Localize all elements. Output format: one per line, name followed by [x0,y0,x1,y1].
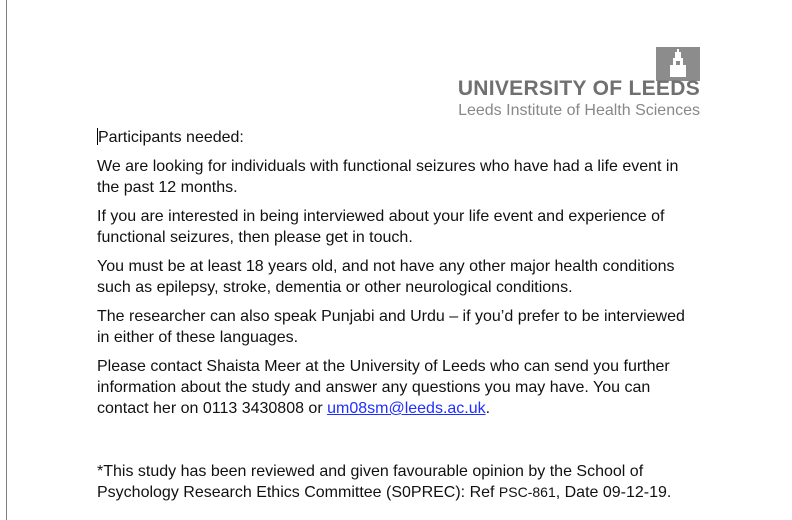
university-logo [440,47,700,123]
email-link[interactable]: um08sm@leeds.ac.uk [327,400,486,417]
contact-text: Please contact Shaista Meer at the University of Leeds who can send you further information about the study and answer any questions you may have. You can contact her on 0113 3430808 or [97,358,670,417]
paragraph-languages[interactable]: The researcher can also speak Punjabi and Urdu – if you’d prefer to be interviewed in either of these languages. [97,308,685,346]
university-name: UNIVERSITY OF LEEDS [457,77,700,100]
paragraph-ethics-footnote[interactable] [97,461,697,503]
paragraph-eligibility[interactable]: You must be at least 18 years old, and not have any other major health conditions such as epilepsy, stroke, dementia or other neurological conditions. [97,258,675,296]
paragraph-looking-for[interactable]: We are looking for individuals with functional seizures who have had a life event in the past 12 months. [97,158,679,196]
paragraph-interested[interactable]: If you are interested in being interviewed about your life event and experience of functional seizures, then please get in touch. [97,208,665,246]
heading-paragraph[interactable] [97,127,697,148]
page-left-edge [6,0,7,520]
footnote-end: , Date 09-12-19. [555,484,672,501]
footnote-text: *This study has been reviewed and given favourable opinion by the School of Psychology Research Ethics Committee (S0PREC): Ref [97,463,644,501]
institute-name: Leeds Institute of Health Sciences [458,102,700,119]
ethics-ref-code: PSC-861 [498,484,556,500]
leeds-tower-logo-icon [656,47,700,81]
document-body [97,127,697,511]
contact-end: . [485,400,491,417]
paragraph-contact[interactable] [97,356,697,419]
heading-text: Participants needed: [98,129,244,146]
